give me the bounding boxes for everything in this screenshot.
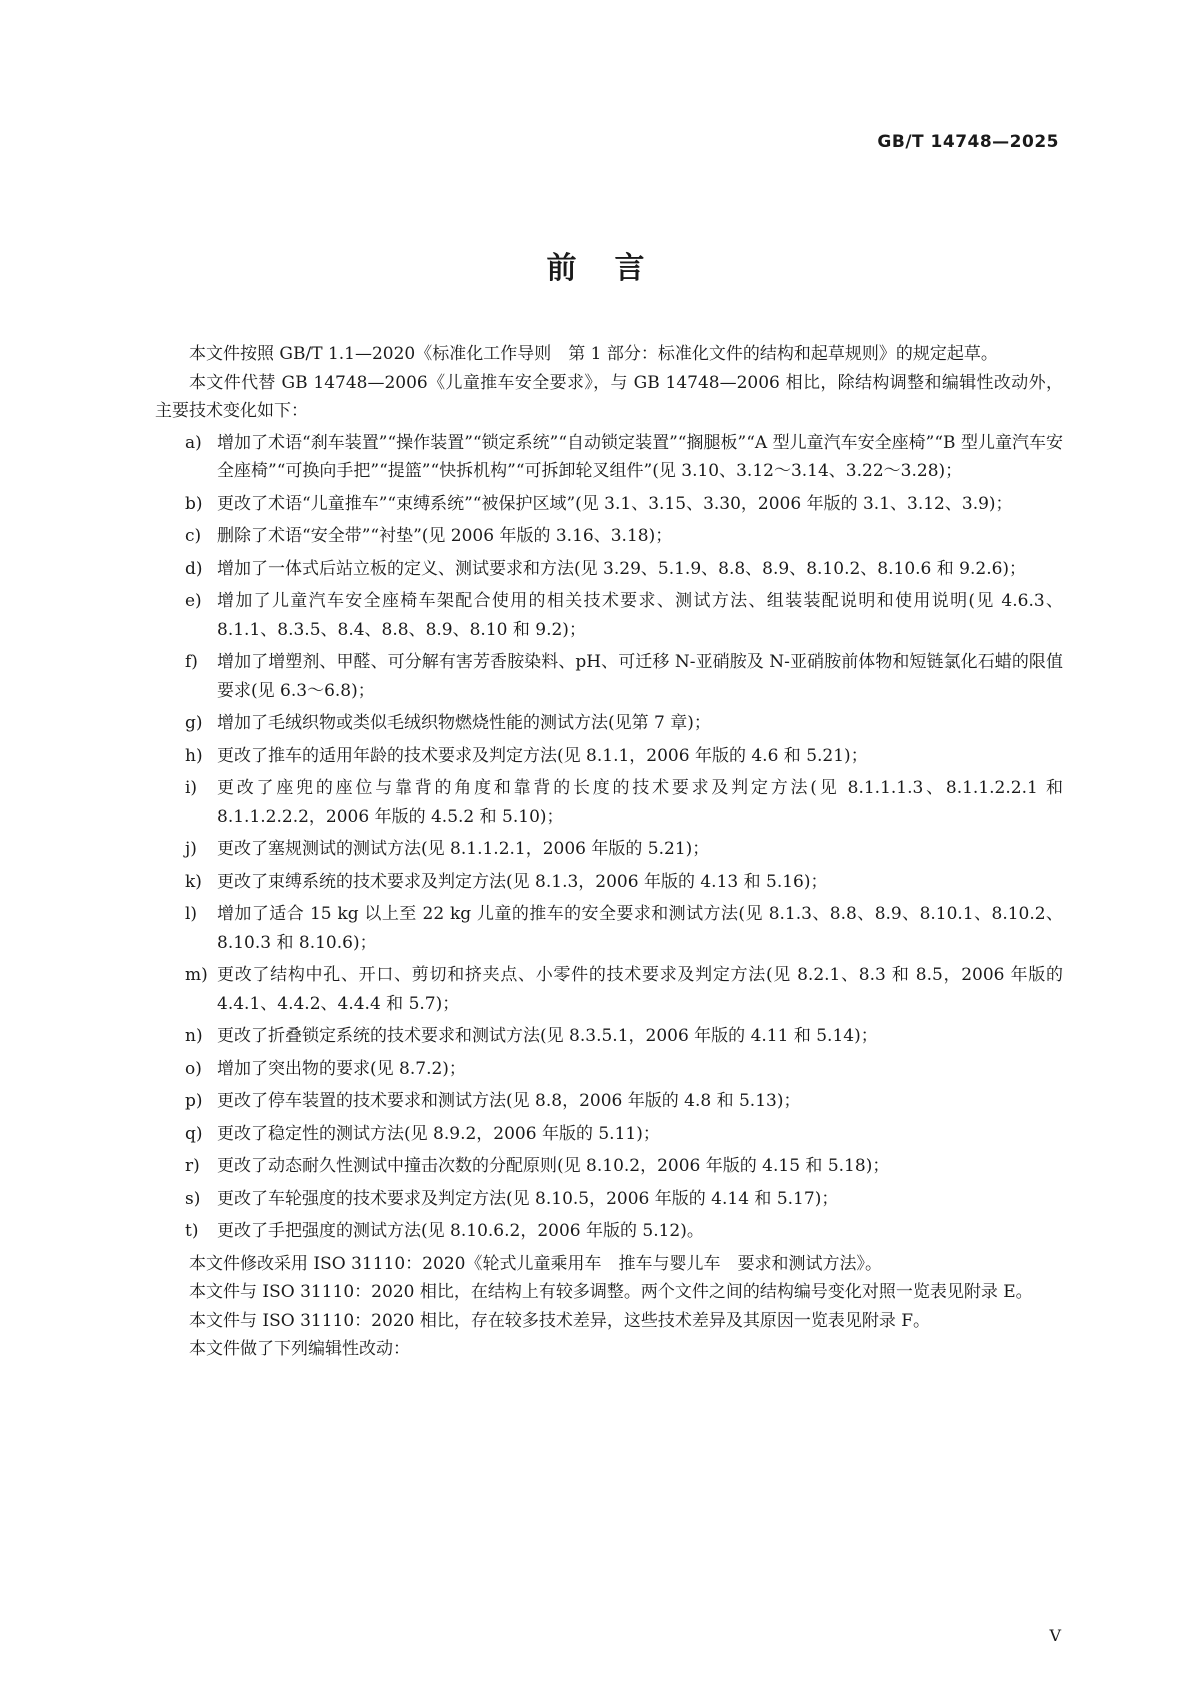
item-label: j) (185, 839, 197, 859)
item-label: p) (185, 1091, 203, 1111)
list-item (155, 490, 1063, 519)
item-label: i) (185, 778, 198, 798)
changes-list (155, 429, 1063, 1246)
list-item (155, 587, 1063, 644)
list-item (155, 961, 1063, 1018)
paragraph-editorial-changes: 本文件做了下列编辑性改动： (189, 1339, 410, 1359)
paragraph-technical-differences: 本文件与 ISO 31110：2020 相比，存在较多技术差异，这些技术差异及其原因一览表见附录 F。 (189, 1310, 931, 1331)
item-label: c) (185, 526, 202, 546)
list-item (155, 522, 1063, 551)
item-text: 更改了动态耐久性测试中撞击次数的分配原则(见 8.10.2，2006 年版的 4.15 和 5.18)； (217, 1156, 890, 1176)
list-item (155, 648, 1063, 705)
item-text: 增加了儿童汽车安全座椅车架配合使用的相关技术要求、测试方法、组装装配说明和使用说明(见 4.6.3、8.1.1、8.3.5、8.4、8.8、8.9、8.10 和 9.2)； (217, 591, 1063, 640)
list-item (155, 868, 1063, 897)
item-text: 更改了折叠锁定系统的技术要求和测试方法(见 8.3.5.1，2006 年版的 4.11 和 5.14)； (217, 1026, 878, 1046)
list-item (155, 1055, 1063, 1084)
list-item (155, 835, 1063, 864)
standard-code: GB/T 14748—2025 (877, 132, 1059, 152)
paragraph-structure-changes: 本文件与 ISO 31110：2020 相比，在结构上有较多调整。两个文件之间的结构编号变化对照一览表见附录 E。 (189, 1282, 1033, 1302)
item-text: 更改了术语“儿童推车”“束缚系统”“被保护区域”(见 3.1、3.15、3.30，2006 年版的 3.1、3.12、3.9)； (217, 493, 1013, 514)
item-label: m) (185, 965, 208, 985)
item-text: 更改了束缚系统的技术要求及判定方法(见 8.1.3，2006 年版的 4.13 和 5.16)； (217, 871, 828, 892)
item-label: a) (185, 432, 202, 453)
list-item (155, 709, 1063, 738)
item-label: s) (185, 1188, 201, 1209)
paragraph-adoption: 本文件修改采用 ISO 31110：2020《轮式儿童乘用车 推车与婴儿车 要求和测试方法》。 (189, 1253, 882, 1274)
item-label: r) (185, 1156, 200, 1176)
item-text: 增加了增塑剂、甲醛、可分解有害芳香胺染料、pH、可迁移 N-亚硝胺及 N-亚硝胺前体物和短链氯化石蜡的限值要求(见 6.3～6.8)； (217, 652, 1063, 701)
item-label: g) (185, 713, 203, 733)
item-text: 更改了座兜的座位与靠背的角度和靠背的长度的技术要求及判定方法(见 8.1.1.1.3、8.1.1.2.2.1 和 8.1.1.2.2.2，2006 年版的 4.5.2 和 5.10)； (217, 778, 1063, 827)
paragraph-drafting-rules: 本文件按照 GB/T 1.1—2020《标准化工作导则 第 1 部分：标准化文件的结构和起草规则》的规定起草。 (189, 344, 998, 364)
list-item (155, 900, 1063, 957)
item-text: 更改了塞规测试的测试方法(见 8.1.1.2.1，2006 年版的 5.21)； (217, 839, 710, 859)
list-item (155, 1120, 1063, 1149)
item-text: 更改了停车装置的技术要求和测试方法(见 8.8，2006 年版的 4.8 和 5.13)； (217, 1091, 801, 1111)
item-label: e) (185, 591, 202, 611)
item-text: 增加了适合 15 kg 以上至 22 kg 儿童的推车的安全要求和测试方法(见 8.1.3、8.8、8.9、8.10.1、8.10.2、8.10.3 和 8.10.6)； (217, 904, 1063, 953)
item-label: f) (185, 652, 198, 672)
list-item (155, 1022, 1063, 1051)
item-text: 更改了稳定性的测试方法(见 8.9.2，2006 年版的 5.11)； (217, 1123, 660, 1144)
list-item (155, 1152, 1063, 1181)
item-label: t) (185, 1221, 199, 1241)
list-item (155, 1217, 1063, 1246)
item-text: 更改了结构中孔、开口、剪切和挤夹点、小零件的技术要求及判定方法(见 8.2.1、8.3 和 8.5，2006 年版的 4.4.1、4.4.2、4.4.4 和 5.7)； (217, 965, 1063, 1014)
item-text: 更改了推车的适用年龄的技术要求及判定方法(见 8.1.1，2006 年版的 4.6 和 5.21)； (217, 745, 868, 766)
list-item (155, 1087, 1063, 1116)
list-item (155, 429, 1063, 486)
item-label: b) (185, 493, 203, 514)
list-item (155, 774, 1063, 831)
item-label: n) (185, 1026, 203, 1046)
item-text: 更改了车轮强度的技术要求及判定方法(见 8.10.5，2006 年版的 4.14 和 5.17)； (217, 1188, 839, 1209)
item-text: 增加了突出物的要求(见 8.7.2)； (217, 1058, 466, 1079)
item-text: 更改了手把强度的测试方法(见 8.10.6.2，2006 年版的 5.12)。 (217, 1221, 704, 1241)
item-text: 增加了毛绒织物或类似毛绒织物燃烧性能的测试方法(见第 7 章)； (217, 713, 711, 733)
item-label: q) (185, 1123, 203, 1144)
list-item (155, 742, 1063, 771)
item-text: 增加了术语“刹车装置”“操作装置”“锁定系统”“自动锁定装置”“搁腿板”“A 型儿童汽车安全座椅”“B 型儿童汽车安全座椅”“可换向手把”“提篮”“快拆机构”“可拆卸轮叉组件”(见 3.10、3.12～3.14、3.22～3.28)； (217, 432, 1063, 481)
page-number: Ⅴ (1049, 1626, 1061, 1645)
item-text: 增加了一体式后站立板的定义、测试要求和方法(见 3.29、5.1.9、8.8、8.9、8.10.2、8.10.6 和 9.2.6)； (217, 558, 1027, 579)
list-item (155, 1185, 1063, 1214)
item-label: k) (185, 871, 202, 892)
item-label: h) (185, 745, 203, 766)
item-label: d) (185, 558, 203, 579)
item-text: 删除了术语“安全带”“衬垫”(见 2006 年版的 3.16、3.18)； (217, 526, 673, 546)
paragraph-replacement: 本文件代替 GB 14748—2006《儿童推车安全要求》，与 GB 14748—2006 相比，除结构调整和编辑性改动外，主要技术变化如下： (155, 372, 1063, 421)
page-title: 前言 (546, 251, 683, 286)
list-item (155, 555, 1063, 584)
item-label: o) (185, 1058, 202, 1079)
item-label: l) (185, 904, 198, 924)
document-body (155, 340, 1063, 1364)
